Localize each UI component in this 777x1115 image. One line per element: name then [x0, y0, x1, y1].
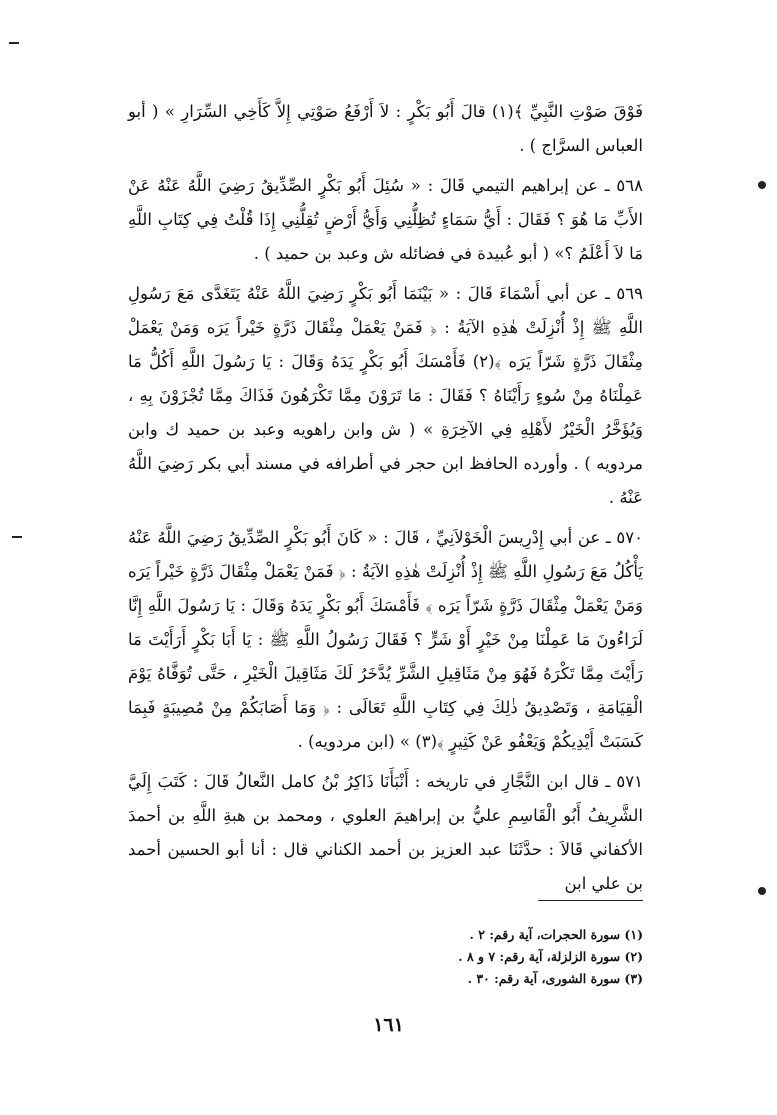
hadith-570: ٥٧٠ ـ عن أبي إِدْرِيسَ الْخَوْلاَنِيِّ ، قَالَ : « كَانَ أَبُو بَكْرٍ الصِّدِّيقُ رَضِيَ اللَّهُ عَنْهُ يَأْكُلُ مَعَ رَسُولِ اللَّهِ ﷺ إِذْ أُنْزِلَتْ هٰذِهِ الآيَةُ : ﴿ فَمَنْ يَعْمَلْ مِثْقَالَ ذَرَّةٍ خَيْراً يَرَه وَمَنْ يَعْمَلْ مِثْقَالَ ذَرَّةٍ شَرّاً يَرَه ﴾ فَأَمْسَكَ أَبُو بَكْرٍ يَدَهُ وَقَالَ : يَا رَسُولَ اللَّهِ إِنَّا لَرَاءُونَ مَا عَمِلْنَا مِنْ خَيْرٍ أَوْ شَرٍّ ؟ فَقَالَ رَسُولُ اللَّهِ ﷺ : يَا أَبَا بَكْرٍ أَرَأَيْتَ مَا رَأَيْتَ مِمَّا تَكْرَهُ فَهُوَ مِنْ مَثَاقِيلِ الشَّرِّ يُدَّخَرُ لَكَ مَثَاقِيلَ الْخَيْرِ ، حَتَّى تُوَفَّاهُ يَوْمَ الْقِيَامَةِ ، وَتَصْدِيقُ ذٰلِكَ فِي كِتَابِ اللَّهِ تَعَالَى : ﴿ وَمَا أَصَابَكُمْ مِنْ مُصِيبَةٍ فَبِمَا كَسَبَتْ أَيْدِيكُمْ وَيَعْفُو عَنْ كَثِيرٍ ﴾(٣) » (ابن مردويه) .: [128, 528, 643, 751]
hadith-568: ٥٦٨ ـ عن إبراهيم التيمي قَالَ : « سُئِلَ أَبُو بَكْرٍ الصِّدِّيقُ رَضِيَ اللَّهُ عَنْهُ عَنْ الأَبِّ مَا هُوَ ؟ فَقَالَ : أَيُّ سَمَاءٍ تُظِلُّنِي وَأَيُّ أَرْضٍ تُقِلُّنِي إِذَا قُلْتُ فِي كِتَابِ اللَّهِ مَا لاَ أَعْلَمُ ؟» ( أبو عُبيدة في فضائله ش وعبد بن حميد ) .: [128, 176, 643, 263]
paragraph-continuation: فَوْقَ صَوْتِ النَّبِيِّ ﴾(١) قالَ أَبُو بَكْرٍ : لاَ أَرْفَعُ صَوْتِي إِلاَّ كَأَخِي السِّرَارِ » ( أبو العباس السرَّاج ) .: [128, 102, 643, 155]
hadith-569: ٥٦٩ ـ عن أبي أَسْمَاءَ قَالَ : « بَيْنَمَا أَبُو بَكْرٍ رَضِيَ اللَّهُ عَنْهُ يَتَغَدَّى مَعَ رَسُولِ اللَّهِ ﷺ إِذْ أُنْزِلَتْ هٰذِهِ الآيَةُ : ﴿ فَمَنْ يَعْمَلْ مِثْقَالَ ذَرَّةٍ خَيْراً يَرَه وَمَنْ يَعْمَلْ مِثْقَالَ ذَرَّةٍ شَرّاً يَرَه ﴾(٢) فَأَمْسَكَ أَبُو بَكْرٍ يَدَهُ وَقَالَ : يَا رَسُولَ اللَّهِ أَكُلُّ مَا عَمِلْنَاهُ مِنْ سُوءٍ رَأَيْنَاهُ ؟ فَقَالَ : مَا تَرَوْنَ مِمَّا تَكْرَهُونَ فَذَاكَ مِمَّا تُجْزَوْنَ بِهِ ، وَيُؤَخَّرُ الْخَيْرُ لأَهْلِهِ فِي الآخِرَةِ » ( ش وابن راهويه وعبد بن حميد ك وابن مردويه ) . وأورده الحافظ ابن حجر في أطرافه في مسند أبي بكر رَضِيَ اللَّهُ عَنْهُ .: [128, 284, 643, 507]
page-number: ١٦١: [373, 1014, 404, 1036]
margin-mark-mid-left: [12, 536, 22, 538]
footnote-3: (٣) سورة الشورى، آية رقم: ٣٠ .: [467, 971, 643, 986]
document-body: [128, 95, 643, 907]
margin-dot-right-top: [758, 181, 766, 189]
margin-mark-top-left: [9, 42, 19, 44]
hadith-571: ٥٧١ ـ قال ابن النَّجَّارِ في تاريخه : أَنْبَأَنَا ذَاكِرُ بْنُ كامل النَّعالُ قَالَ : كَتَبَ إِلَيَّ الشَّرِيفُ أَبُو الْقَاسِمِ عليُّ بن إبراهيمَ العلوي ، ومحمد بن هبةِ اللَّهِ بن أحمدَ الأكفاني قَالاَ : حدَّثَنَا عبد العزيز بن أحمد الكناني قال : أنا أبو الحسين أحمد بن علي ابن: [128, 772, 643, 893]
footnote-2: (٢) سورة الزلزلة، آية رقم: ٧ و ٨ .: [458, 949, 643, 964]
margin-dot-right-bottom: [758, 887, 766, 895]
footnote-separator: [538, 900, 643, 901]
footnotes: [128, 924, 643, 990]
footnote-1: (١) سورة الحجرات، آية رقم: ٢ .: [469, 927, 643, 942]
